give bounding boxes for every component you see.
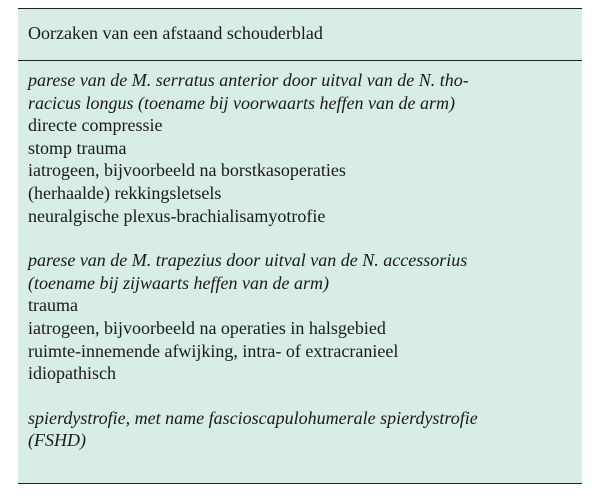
section-spierdystrofie: [28, 407, 572, 452]
list-item: ruimte-innemende afwijking, intra- of extracranieel: [28, 340, 399, 361]
list-item: directe compressie: [28, 115, 163, 136]
causes-table: [18, 8, 582, 484]
heading-line: (FSHD): [28, 430, 86, 451]
list-item: (herhaalde) rekkingsletsels: [28, 182, 222, 203]
section-serratus: [28, 69, 572, 227]
table-header: [18, 9, 582, 61]
section-heading: [28, 407, 572, 452]
list-item: trauma: [28, 295, 78, 316]
table-title: Oorzaken van een afstaand schouderblad: [28, 23, 323, 43]
heading-line: parese van de M. trapezius door uitval van de N. accessorius: [28, 250, 468, 271]
section-trapezius: [28, 249, 572, 385]
list-item: neuralgische plexus-brachialisamyotrofie: [28, 205, 326, 226]
table-body: [18, 61, 582, 452]
heading-line: parese van de M. serratus anterior door uitval van de N. tho-: [28, 70, 469, 90]
heading-line: racicus longus (toename bij voorwaarts heffen van de arm): [28, 92, 455, 113]
heading-line: (toename bij zijwaarts heffen van de arm): [28, 272, 329, 293]
heading-line: spierdystrofie, met name fascioscapulohumerale spierdystrofie: [28, 407, 478, 428]
section-heading: [28, 69, 572, 114]
list-item: iatrogeen, bijvoorbeeld na operaties in halsgebied: [28, 317, 386, 338]
list-item: stomp trauma: [28, 137, 127, 158]
section-heading: [28, 249, 572, 294]
list-item: iatrogeen, bijvoorbeeld na borstkasoperaties: [28, 160, 346, 181]
list-item: idiopathisch: [28, 363, 116, 384]
